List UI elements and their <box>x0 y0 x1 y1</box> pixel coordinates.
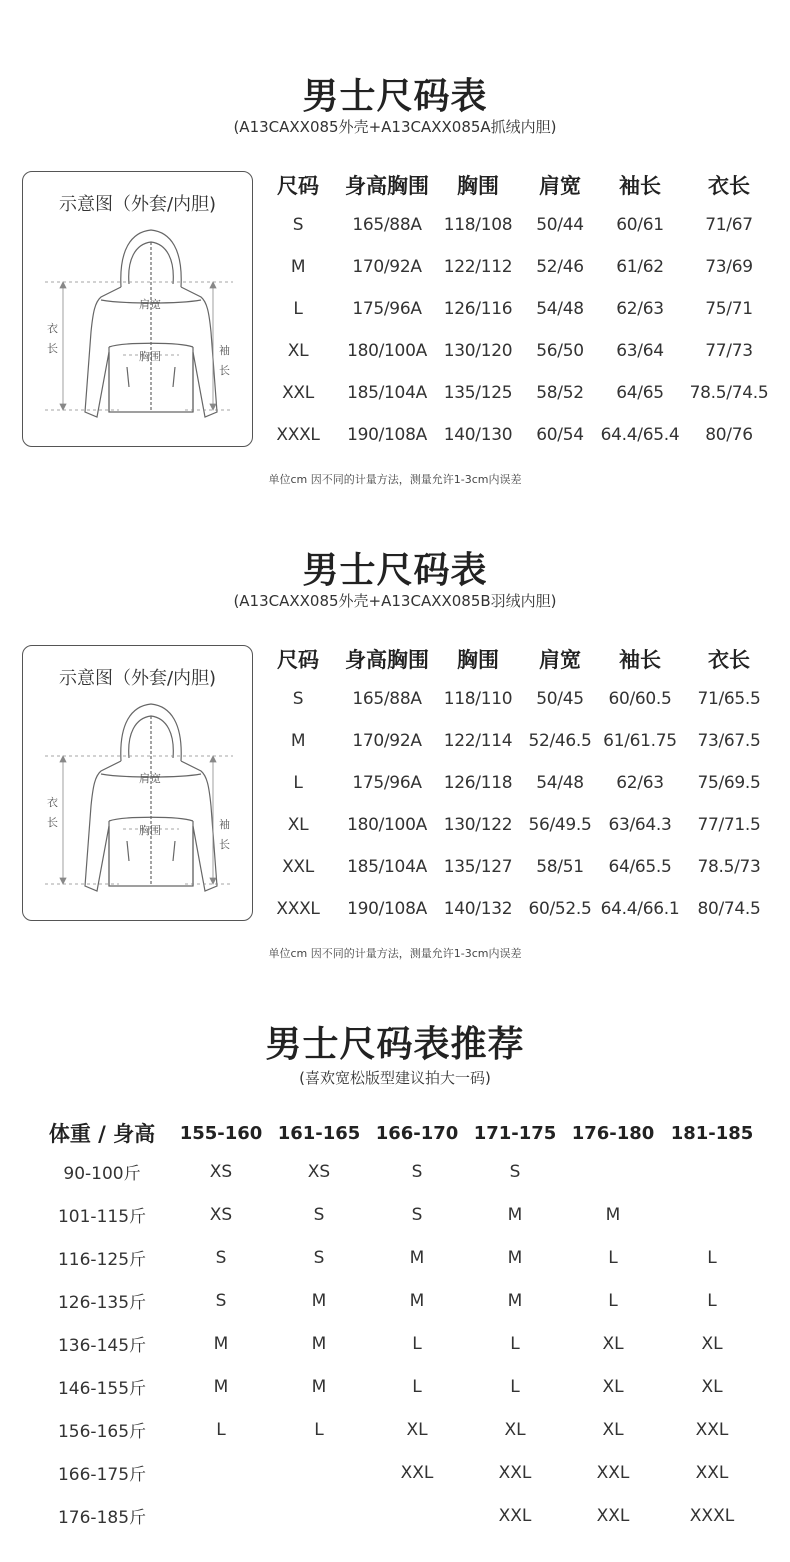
table-cell: 180/100A <box>347 815 427 835</box>
table-cell: 126/116 <box>443 299 513 319</box>
table-cell: XS <box>209 1204 233 1225</box>
table-cell: S <box>215 1247 227 1268</box>
table-cell: XXL <box>498 1505 532 1526</box>
table-cell <box>172 1494 270 1537</box>
table-row <box>32 1408 762 1451</box>
table-cell: 73/69 <box>705 257 753 277</box>
table-cell <box>270 1494 368 1537</box>
table-cell: 61/61.75 <box>603 731 677 751</box>
table-cell: 62/63 <box>616 299 664 319</box>
table-cell: XL <box>602 1333 624 1354</box>
table-cell: S <box>411 1204 423 1225</box>
table-cell: M <box>213 1376 229 1397</box>
table-cell: L <box>412 1333 422 1354</box>
weight-cell: 176-185斤 <box>57 1508 147 1528</box>
header-height-range: 176-180 <box>571 1122 655 1144</box>
diagram-chest-label: 胸围 <box>139 350 161 363</box>
table-cell: 140/130 <box>443 425 513 445</box>
weight-cell: 116-125斤 <box>57 1250 147 1270</box>
header-height-range: 171-175 <box>473 1122 557 1144</box>
table-cell: S <box>215 1290 227 1311</box>
section2-size-table <box>258 644 778 930</box>
table-cell: 60/61 <box>616 215 664 235</box>
table-cell: 185/104A <box>347 383 427 403</box>
table-cell: 58/51 <box>536 857 584 877</box>
diagram-length-label: 长 <box>47 342 58 355</box>
table-cell: XL <box>287 815 309 835</box>
table-cell: 80/74.5 <box>697 899 761 919</box>
table-row <box>258 720 778 762</box>
table-cell: 175/96A <box>352 299 422 319</box>
section2-title: 男士尺码表 <box>302 550 488 591</box>
table-row <box>258 804 778 846</box>
table-cell: XS <box>209 1161 233 1182</box>
weight-cell: 126-135斤 <box>57 1293 147 1313</box>
header-chest: 胸围 <box>457 648 499 672</box>
table-cell: XS <box>307 1161 331 1182</box>
table-cell: 64/65.5 <box>608 857 672 877</box>
header-size: 尺码 <box>277 648 319 672</box>
table-cell: L <box>293 773 303 793</box>
table-cell: M <box>311 1290 327 1311</box>
table-cell <box>368 1494 466 1537</box>
section3-title: 男士尺码表推荐 <box>265 1024 525 1065</box>
header-height-chest: 身高胸围 <box>345 648 429 672</box>
table-cell: S <box>292 689 304 709</box>
weight-cell: 101-115斤 <box>57 1207 147 1227</box>
section2-note: 单位cm 因不同的计量方法，测量允许1-3cm内误差 <box>268 947 522 960</box>
table-cell: 170/92A <box>352 257 422 277</box>
header-weight-height: 体重 / 身高 <box>48 1122 156 1146</box>
header-height-range: 155-160 <box>179 1122 263 1144</box>
diagram-sleeve-label: 袖 <box>219 344 230 357</box>
table-cell: XXXL <box>276 425 320 445</box>
table-cell: 54/48 <box>536 773 584 793</box>
table-cell <box>662 1150 762 1193</box>
header-chest: 胸围 <box>457 174 499 198</box>
table-cell <box>270 1451 368 1494</box>
table-cell: XXL <box>695 1462 729 1483</box>
table-cell: L <box>216 1419 226 1440</box>
table-cell <box>564 1150 662 1193</box>
table-cell: 190/108A <box>347 425 427 445</box>
table-row <box>32 1322 762 1365</box>
table-cell: XXL <box>400 1462 434 1483</box>
table-cell: 122/112 <box>443 257 513 277</box>
table-cell: 78.5/73 <box>697 857 761 877</box>
table-cell: XL <box>406 1419 428 1440</box>
table-cell: M <box>507 1204 523 1225</box>
table-row <box>258 414 778 456</box>
table-cell: 64.4/66.1 <box>600 899 680 919</box>
weight-cell: 146-155斤 <box>57 1379 147 1399</box>
diagram-caption: 示意图（外套/内胆) <box>58 194 217 215</box>
table-cell <box>172 1451 270 1494</box>
table-cell: 56/50 <box>536 341 584 361</box>
table-cell: L <box>707 1247 717 1268</box>
table-cell: M <box>605 1204 621 1225</box>
diagram-sleeve-label: 长 <box>219 838 230 851</box>
table-cell: L <box>510 1376 520 1397</box>
header-height-range: 181-185 <box>670 1122 754 1144</box>
section1-size-table <box>258 170 778 456</box>
table-cell: XL <box>602 1376 624 1397</box>
diagram-chest-label: 胸围 <box>139 824 161 837</box>
weight-cell: 166-175斤 <box>57 1465 147 1485</box>
table-cell: 54/48 <box>536 299 584 319</box>
table-cell: XXL <box>695 1419 729 1440</box>
table-cell: 185/104A <box>347 857 427 877</box>
header-height-range: 161-165 <box>277 1122 361 1144</box>
table-cell: 80/76 <box>705 425 753 445</box>
table-cell: S <box>292 215 304 235</box>
table-cell: M <box>213 1333 229 1354</box>
section1-diagram <box>22 171 253 447</box>
header-height-range: 166-170 <box>375 1122 459 1144</box>
table-cell: 60/60.5 <box>608 689 672 709</box>
table-cell: 135/125 <box>443 383 513 403</box>
table-cell: L <box>510 1333 520 1354</box>
table-cell: 130/120 <box>443 341 513 361</box>
table-cell: M <box>409 1290 425 1311</box>
table-cell: 52/46 <box>536 257 584 277</box>
table-cell: S <box>313 1204 325 1225</box>
table-row <box>258 762 778 804</box>
table-cell: 60/52.5 <box>528 899 592 919</box>
table-cell: L <box>608 1247 618 1268</box>
header-length: 衣长 <box>708 174 750 198</box>
diagram-caption: 示意图（外套/内胆) <box>58 668 217 689</box>
table-row <box>258 246 778 288</box>
table-header-row <box>32 1116 762 1150</box>
table-cell <box>662 1193 762 1236</box>
table-row <box>32 1494 762 1537</box>
header-shoulder: 肩宽 <box>539 648 581 672</box>
table-cell: L <box>314 1419 324 1440</box>
weight-cell: 136-145斤 <box>57 1336 147 1356</box>
table-cell: 78.5/74.5 <box>689 383 769 403</box>
table-cell: 75/69.5 <box>697 773 761 793</box>
table-cell: S <box>411 1161 423 1182</box>
table-cell: 71/65.5 <box>697 689 761 709</box>
section2-subtitle: (A13CAXX085外壳+A13CAXX085B羽绒内胆) <box>233 592 557 610</box>
table-cell: XXL <box>498 1462 532 1483</box>
table-cell: 58/52 <box>536 383 584 403</box>
table-cell: XXL <box>282 857 314 877</box>
header-sleeve: 袖长 <box>619 174 661 198</box>
table-cell: S <box>313 1247 325 1268</box>
diagram-shoulder-label: 肩宽 <box>139 298 161 311</box>
section3-subtitle: (喜欢宽松版型建议拍大一码) <box>299 1069 491 1087</box>
table-row <box>258 888 778 930</box>
header-length: 衣长 <box>708 648 750 672</box>
table-cell: 62/63 <box>616 773 664 793</box>
table-cell: XL <box>287 341 309 361</box>
table-cell: L <box>707 1290 717 1311</box>
weight-cell: 90-100斤 <box>63 1164 141 1184</box>
header-sleeve: 袖长 <box>619 648 661 672</box>
table-row <box>32 1279 762 1322</box>
table-cell: 64/65 <box>616 383 664 403</box>
table-cell: 64.4/65.4 <box>600 425 680 445</box>
table-cell: 71/67 <box>705 215 753 235</box>
table-cell: 180/100A <box>347 341 427 361</box>
table-cell: XXL <box>282 383 314 403</box>
table-header-row <box>258 644 778 678</box>
table-row <box>32 1236 762 1279</box>
table-cell: 170/92A <box>352 731 422 751</box>
table-cell: XL <box>504 1419 526 1440</box>
header-height-chest: 身高胸围 <box>345 174 429 198</box>
table-cell: 63/64.3 <box>608 815 672 835</box>
diagram-length-label: 衣 <box>47 796 58 809</box>
table-row <box>32 1193 762 1236</box>
table-row <box>32 1451 762 1494</box>
table-cell: 118/110 <box>443 689 513 709</box>
table-cell: XXXL <box>276 899 320 919</box>
table-cell: 60/54 <box>536 425 584 445</box>
table-cell: 118/108 <box>443 215 513 235</box>
table-cell: L <box>412 1376 422 1397</box>
jacket-diagram-icon <box>23 172 254 448</box>
table-cell: 135/127 <box>443 857 513 877</box>
table-cell: S <box>509 1161 521 1182</box>
table-cell: L <box>608 1290 618 1311</box>
diagram-length-label: 衣 <box>47 322 58 335</box>
table-row <box>258 330 778 372</box>
section3-recommendation-table <box>32 1116 762 1537</box>
table-cell: 63/64 <box>616 341 664 361</box>
table-cell: M <box>507 1290 523 1311</box>
header-size: 尺码 <box>277 174 319 198</box>
table-cell: 165/88A <box>352 215 422 235</box>
table-cell: M <box>311 1376 327 1397</box>
table-cell: 77/73 <box>705 341 753 361</box>
table-cell: XL <box>701 1376 723 1397</box>
table-cell: 190/108A <box>347 899 427 919</box>
table-cell: L <box>293 299 303 319</box>
table-cell: XL <box>701 1333 723 1354</box>
weight-cell: 156-165斤 <box>57 1422 147 1442</box>
table-cell: 61/62 <box>616 257 664 277</box>
table-row <box>258 204 778 246</box>
table-cell: 126/118 <box>443 773 513 793</box>
section2-diagram <box>22 645 253 921</box>
table-cell: M <box>290 257 306 277</box>
diagram-length-label: 长 <box>47 816 58 829</box>
table-row <box>258 846 778 888</box>
table-cell: M <box>409 1247 425 1268</box>
table-cell: XXL <box>596 1505 630 1526</box>
table-cell: 130/122 <box>443 815 513 835</box>
table-cell: 175/96A <box>352 773 422 793</box>
table-row <box>32 1150 762 1193</box>
table-cell: 56/49.5 <box>528 815 592 835</box>
section1-title: 男士尺码表 <box>302 76 488 117</box>
table-cell: 165/88A <box>352 689 422 709</box>
diagram-shoulder-label: 肩宽 <box>139 772 161 785</box>
table-cell: 50/44 <box>536 215 584 235</box>
section1-note: 单位cm 因不同的计量方法，测量允许1-3cm内误差 <box>268 473 522 486</box>
table-cell: M <box>507 1247 523 1268</box>
table-row <box>258 372 778 414</box>
table-cell: M <box>290 731 306 751</box>
table-row <box>32 1365 762 1408</box>
section1-subtitle: (A13CAXX085外壳+A13CAXX085A抓绒内胆) <box>233 118 557 136</box>
jacket-diagram-icon <box>23 646 254 922</box>
table-header-row <box>258 170 778 204</box>
table-cell: 140/132 <box>443 899 513 919</box>
table-cell: M <box>311 1333 327 1354</box>
table-cell: 73/67.5 <box>697 731 761 751</box>
table-cell: 75/71 <box>705 299 753 319</box>
table-row <box>258 288 778 330</box>
diagram-sleeve-label: 袖 <box>219 818 230 831</box>
table-cell: 77/71.5 <box>697 815 761 835</box>
diagram-sleeve-label: 长 <box>219 364 230 377</box>
table-cell: XXXL <box>689 1505 735 1526</box>
table-cell: XL <box>602 1419 624 1440</box>
table-cell: 122/114 <box>443 731 513 751</box>
table-cell: XXL <box>596 1462 630 1483</box>
table-cell: 50/45 <box>536 689 584 709</box>
header-shoulder: 肩宽 <box>539 174 581 198</box>
table-row <box>258 678 778 720</box>
table-cell: 52/46.5 <box>528 731 592 751</box>
